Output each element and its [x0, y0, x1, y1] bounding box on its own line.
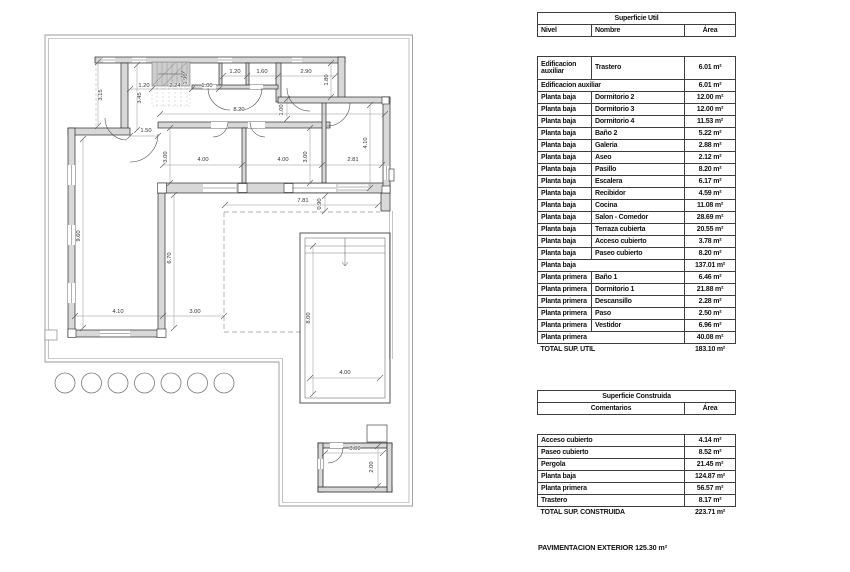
table-cell: Cocina [592, 200, 685, 212]
table-cell: 12.00 m² [685, 104, 736, 116]
subtotal-row [538, 332, 736, 344]
table-cell: Paseo cubierto [592, 248, 685, 260]
column-header-comentarios: Comentarios [538, 403, 685, 415]
landscape-circles [55, 373, 234, 393]
dimension-label: 3.45 [137, 92, 143, 104]
table-cell: Baño 1 [592, 272, 685, 284]
table-row [538, 212, 736, 224]
table-cell: Descansillo [592, 296, 685, 308]
pool [300, 233, 390, 403]
dimension-label: 3.15 [98, 89, 104, 101]
table-cell: 8.52 m² [685, 447, 736, 459]
dimension-label: 9.60 [76, 230, 82, 242]
table-row [538, 224, 736, 236]
table-cell: 137.01 m² [685, 260, 736, 272]
trastero-annex [367, 425, 387, 442]
table-cell: Planta primera [538, 332, 685, 344]
table-cell: Planta baja [538, 128, 592, 140]
dimension-label: 2.00 [369, 461, 375, 473]
dimension-label: 1.20 [138, 83, 150, 89]
dimension-label: 3.00 [163, 151, 169, 163]
table-cell: TOTAL SUP. UTIL [540, 345, 595, 353]
dimension-label: 1.20 [229, 69, 241, 75]
trastero [318, 425, 392, 492]
table-cell: Planta baja [538, 248, 592, 260]
table-cell: 56.57 m² [685, 483, 736, 495]
total-row [538, 344, 736, 356]
table-cell: Pergola [538, 459, 685, 471]
table-cell: Planta baja [538, 471, 685, 483]
dimension-label: 2.24 [169, 83, 181, 89]
table-cell: Pasillo [592, 164, 685, 176]
dimension-label: 3.00 [349, 446, 361, 452]
table-cell: Dormitorio 2 [592, 92, 685, 104]
table-cell: 2.50 m² [685, 308, 736, 320]
table-row [538, 164, 736, 176]
dimension-label: 2.90 [300, 69, 312, 75]
table-cell: 8.20 m² [685, 164, 736, 176]
table-cell: Planta baja [538, 116, 592, 128]
dimension-label: 2.81 [347, 157, 359, 163]
table-cell: Acceso cubierto [538, 435, 685, 447]
table-row [538, 140, 736, 152]
table-cell: Planta primera [538, 483, 685, 495]
dimension-label: 3.00 [189, 309, 201, 315]
superficie-construida-header [537, 390, 736, 415]
superficie-util-header [537, 12, 736, 37]
table-cell: 2.12 m² [685, 152, 736, 164]
table-cell: 5.22 m² [685, 128, 736, 140]
table-cell: Planta primera [538, 308, 592, 320]
door-arcs [105, 88, 350, 463]
table-row [538, 272, 736, 284]
table-cell: 124.87 m² [685, 471, 736, 483]
table-row [538, 248, 736, 260]
table-cell: Planta baja [538, 104, 592, 116]
table-cell: Planta primera [538, 296, 592, 308]
table-row [538, 320, 736, 332]
table-row [538, 57, 736, 80]
table-row [538, 128, 736, 140]
dimension-label: 1.80 [324, 74, 330, 86]
dimension-label: 4.00 [197, 157, 209, 163]
dimension-label: 4.10 [363, 137, 369, 149]
table-row [538, 435, 736, 447]
column-header-nombre: Nombre [592, 25, 685, 37]
table-row [538, 236, 736, 248]
table-cell: Planta baja [538, 260, 685, 272]
table-cell: 183.10 m² [694, 345, 726, 353]
table-cell: 21.45 m² [685, 459, 736, 471]
table-cell: 6.17 m² [685, 176, 736, 188]
table-cell: Dormitorio 4 [592, 116, 685, 128]
table-cell: Terraza cubierta [592, 224, 685, 236]
table-cell: Edificacion auxiliar [538, 57, 592, 80]
column-header-area2: Área [685, 403, 736, 415]
table-cell: Planta baja [538, 188, 592, 200]
table-cell: Paso [592, 308, 685, 320]
table-cell: 4.59 m² [685, 188, 736, 200]
table-cell: Planta baja [538, 212, 592, 224]
table-cell: Vestidor [592, 320, 685, 332]
superficie-construida-table [537, 434, 736, 518]
superficie-util-title: Superficie Util [538, 13, 736, 25]
table-row [538, 284, 736, 296]
table-cell: 6.01 m² [685, 57, 736, 80]
table-cell: Planta baja [538, 152, 592, 164]
dimension-label: 8.00 [306, 312, 312, 324]
table-cell: Dormitorio 3 [592, 104, 685, 116]
table-cell: Trastero [538, 495, 685, 507]
table-cell: Galeria [592, 140, 685, 152]
pavimentacion-note: PAVIMENTACION EXTERIOR 125.30 m² [538, 543, 667, 552]
table-cell: Escalera [592, 176, 685, 188]
table-cell: 223.71 m² [694, 508, 726, 516]
dimension-label: 1.60 [256, 69, 268, 75]
superficie-construida-title: Superficie Construida [538, 391, 736, 403]
dimension-label: 4.00 [339, 370, 351, 376]
total-row [538, 507, 736, 519]
table-cell: Dormitorio 1 [592, 284, 685, 296]
table-cell: 28.69 m² [685, 212, 736, 224]
table-cell: Salon - Comedor [592, 212, 685, 224]
table-cell: 11.08 m² [685, 200, 736, 212]
site-boundary [45, 35, 413, 506]
table-row [538, 200, 736, 212]
table-row [538, 104, 736, 116]
table-row [538, 92, 736, 104]
table-cell: 12.00 m² [685, 92, 736, 104]
house-walls [68, 57, 390, 337]
dimension-label: 8.20 [233, 107, 245, 113]
table-cell: 3.78 m² [685, 236, 736, 248]
subtotal-row [538, 80, 736, 92]
table-row [538, 152, 736, 164]
table-cell: 2.28 m² [685, 296, 736, 308]
table-cell: Acceso cubierto [592, 236, 685, 248]
table-cell: Recibidor [592, 188, 685, 200]
table-row [538, 483, 736, 495]
table-row [538, 447, 736, 459]
table-row [538, 116, 736, 128]
table-cell: Planta baja [538, 92, 592, 104]
dimension-label: 4.00 [277, 157, 289, 163]
table-row [538, 188, 736, 200]
dimension-label: 1.90 [183, 73, 189, 85]
table-cell: Paseo cubierto [538, 447, 685, 459]
table-cell: Planta primera [538, 284, 592, 296]
table-cell: Edificacion auxiliar [538, 80, 685, 92]
table-row [538, 471, 736, 483]
column-header-area: Área [685, 25, 736, 37]
table-cell: 8.17 m² [685, 495, 736, 507]
table-cell: 6.01 m² [685, 80, 736, 92]
table-cell: 8.20 m² [685, 248, 736, 260]
table-cell: Aseo [592, 152, 685, 164]
table-cell: 2.88 m² [685, 140, 736, 152]
table-cell: Trastero [592, 57, 685, 80]
table-cell: Planta primera [538, 272, 592, 284]
table-cell: Planta baja [538, 224, 592, 236]
dimension-label: 6.70 [167, 252, 173, 264]
table-row [538, 308, 736, 320]
dimension-label: 1.00 [201, 83, 213, 89]
table-cell: TOTAL SUP. CONSTRUIDA [540, 508, 625, 516]
table-row [538, 495, 736, 507]
table-cell: Planta baja [538, 164, 592, 176]
subtotal-row [538, 260, 736, 272]
gate [45, 330, 57, 340]
table-cell: Planta baja [538, 140, 592, 152]
table-cell: 20.55 m² [685, 224, 736, 236]
dimension-label: 7.81 [297, 198, 309, 204]
pool-steps-arrow [342, 238, 348, 266]
dimension-label: 1.00 [279, 104, 285, 116]
table-cell: Planta baja [538, 200, 592, 212]
table-cell: Planta primera [538, 320, 592, 332]
table-cell: 6.46 m² [685, 272, 736, 284]
dimension-label: 3.00 [303, 151, 309, 163]
column-header-nivel: Nivel [538, 25, 592, 37]
trastero-door-opening [330, 443, 343, 448]
dimension-label: 1.50 [140, 128, 152, 134]
dimension-label: 0.90 [317, 198, 323, 210]
table-cell: Planta baja [538, 236, 592, 248]
table-cell: 40.08 m² [685, 332, 736, 344]
table-row [538, 176, 736, 188]
table-cell: Planta baja [538, 176, 592, 188]
table-cell: 21.88 m² [685, 284, 736, 296]
dimension-label: 4.10 [112, 309, 124, 315]
table-cell: 6.96 m² [685, 320, 736, 332]
table-cell: Baño 2 [592, 128, 685, 140]
superficie-util-table [537, 56, 736, 355]
table-cell: 11.53 m² [685, 116, 736, 128]
table-cell: 4.14 m² [685, 435, 736, 447]
table-row [538, 296, 736, 308]
table-row [538, 459, 736, 471]
